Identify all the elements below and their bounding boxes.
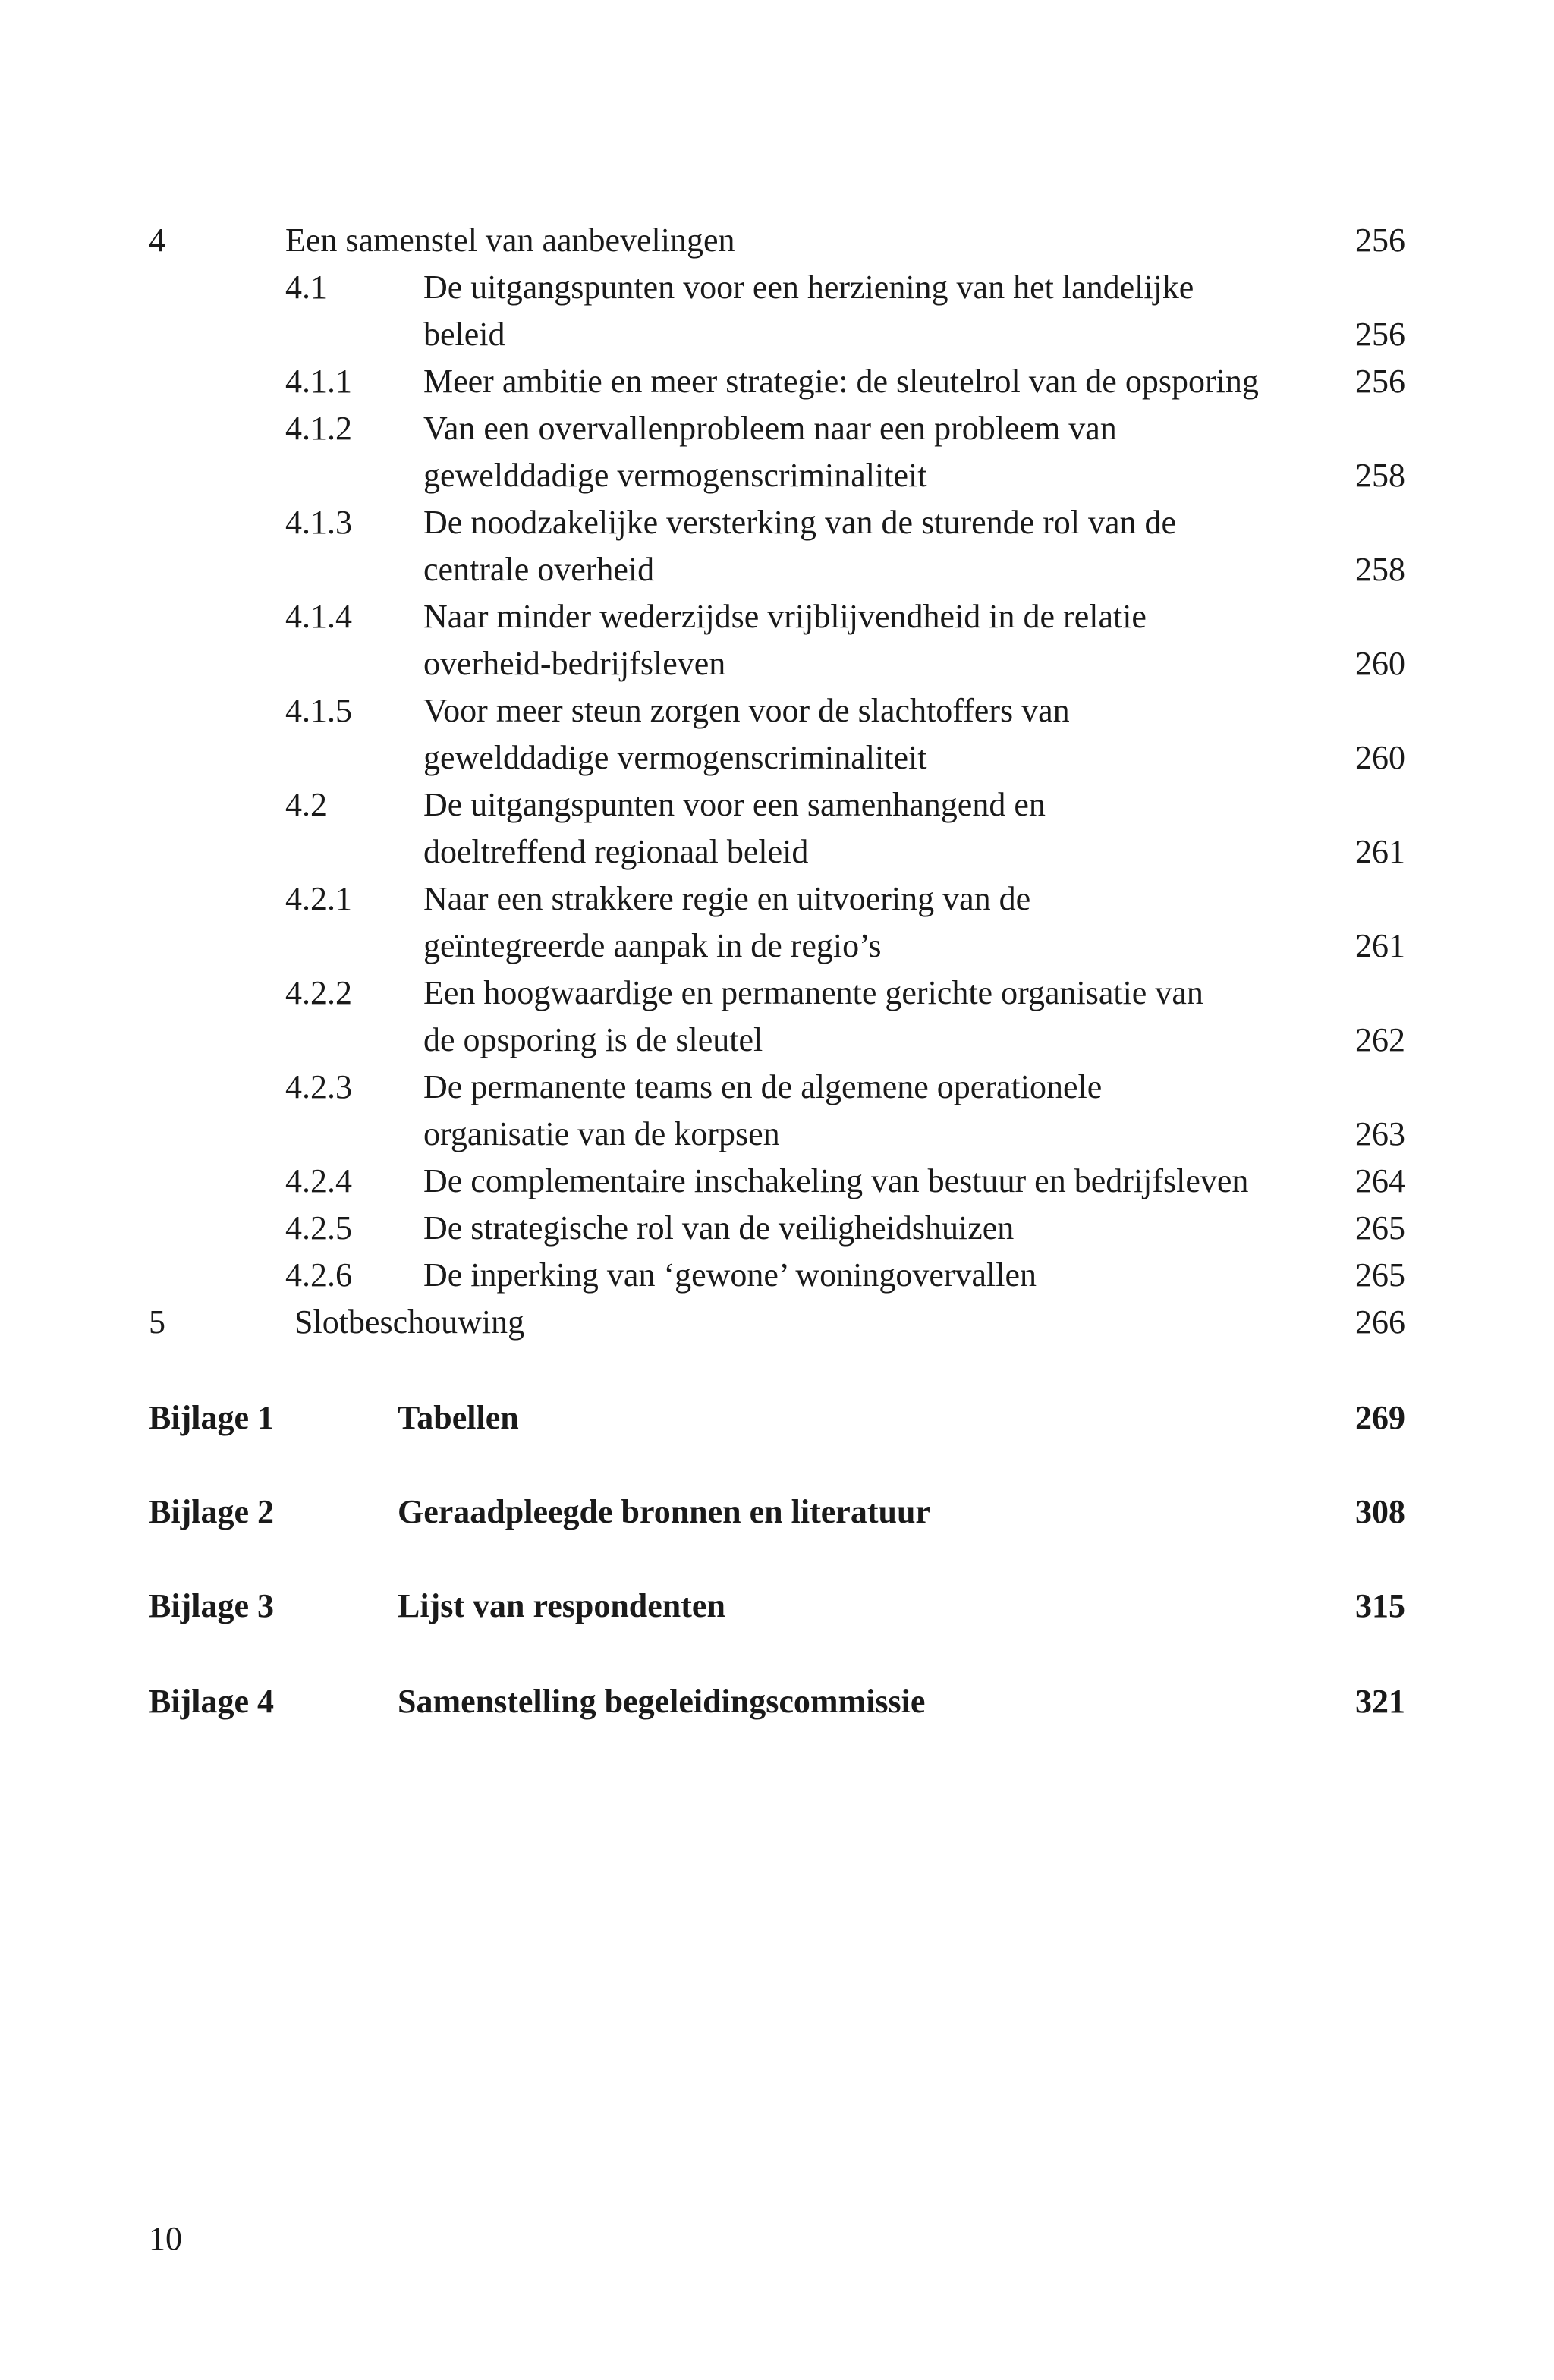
chapter-title: Een samenstel van aanbevelingen: [285, 222, 735, 259]
section-page: 261: [1355, 833, 1405, 870]
section-page: 263: [1355, 1115, 1405, 1152]
chapter-title: Slotbeschouwing: [294, 1303, 525, 1341]
section-number: 4.2.2: [285, 974, 352, 1011]
appendix-title: Samenstelling begeleidingscommissie: [398, 1683, 926, 1720]
section-number: 4.1.1: [285, 363, 352, 400]
page-number: 10: [149, 2220, 182, 2257]
section-title-line: overheid-bedrijfsleven: [423, 645, 726, 682]
section-page: 256: [1355, 363, 1405, 400]
section-title-line: Naar minder wederzijdse vrijblijvendheid in de relatie: [423, 598, 1147, 635]
section-title-line: De complementaire inschakeling van bestuur en bedrijfsleven: [423, 1162, 1249, 1199]
chapter-number: 5: [149, 1303, 165, 1341]
section-number: 4.2.6: [285, 1256, 352, 1294]
appendix-label: Bijlage 4: [149, 1683, 274, 1720]
section-title-line: organisatie van de korpsen: [423, 1115, 780, 1152]
appendix-page: 315: [1355, 1587, 1405, 1624]
section-number: 4.1: [285, 269, 327, 306]
appendix-page: 269: [1355, 1399, 1405, 1436]
appendix-label: Bijlage 3: [149, 1587, 274, 1624]
section-title-line: De strategische rol van de veiligheidshuizen: [423, 1209, 1015, 1247]
section-number: 4.2.3: [285, 1068, 352, 1105]
section-number: 4.2: [285, 786, 327, 823]
section-title-line: Naar een strakkere regie en uitvoering van de: [423, 880, 1031, 917]
section-title-line: De noodzakelijke versterking van de sturende rol van de: [423, 504, 1177, 541]
appendix-title: Tabellen: [398, 1399, 519, 1436]
appendix-page: 308: [1355, 1493, 1405, 1530]
section-page: 258: [1355, 551, 1405, 588]
section-page: 265: [1355, 1209, 1405, 1247]
section-number: 4.2.4: [285, 1162, 352, 1199]
section-title-line: geïntegreerde aanpak in de regio’s: [423, 927, 882, 964]
section-page: 258: [1355, 457, 1405, 494]
section-page: 264: [1355, 1162, 1405, 1199]
chapter-page: 266: [1355, 1303, 1405, 1341]
appendix-title: Geraadpleegde bronnen en literatuur: [398, 1493, 930, 1530]
section-number: 4.1.4: [285, 598, 352, 635]
appendix-label: Bijlage 2: [149, 1493, 274, 1530]
section-title-line: De uitgangspunten voor een herziening van het landelijke: [423, 269, 1194, 306]
section-title-line: Een hoogwaardige en permanente gerichte organisatie van: [423, 974, 1203, 1011]
appendix-page: 321: [1355, 1683, 1405, 1720]
section-page: 260: [1355, 645, 1405, 682]
section-title-line: De inperking van ‘gewone’ woningovervallen: [423, 1256, 1037, 1294]
section-title-line: gewelddadige vermogenscriminaliteit: [423, 457, 927, 494]
chapter-number: 4: [149, 222, 165, 259]
section-title-line: De uitgangspunten voor een samenhangend en: [423, 786, 1046, 823]
section-page: 261: [1355, 927, 1405, 964]
section-number: 4.2.1: [285, 880, 352, 917]
appendix-label: Bijlage 1: [149, 1399, 274, 1436]
section-title-line: Meer ambitie en meer strategie: de sleutelrol van de opsporing: [423, 363, 1259, 400]
chapter-page: 256: [1355, 222, 1405, 259]
appendix-title: Lijst van respondenten: [398, 1587, 725, 1624]
section-page: 262: [1355, 1021, 1405, 1058]
section-number: 4.2.5: [285, 1209, 352, 1247]
section-page: 265: [1355, 1256, 1405, 1294]
section-title-line: beleid: [423, 316, 505, 353]
section-number: 4.1.3: [285, 504, 352, 541]
section-title-line: Van een overvallenprobleem naar een probleem van: [423, 410, 1117, 447]
section-title-line: de opsporing is de sleutel: [423, 1021, 763, 1058]
section-title-line: De permanente teams en de algemene operationele: [423, 1068, 1103, 1105]
section-number: 4.1.2: [285, 410, 352, 447]
section-title-line: doeltreffend regionaal beleid: [423, 833, 809, 870]
section-title-line: gewelddadige vermogenscriminaliteit: [423, 739, 927, 776]
section-number: 4.1.5: [285, 692, 352, 729]
section-page: 256: [1355, 316, 1405, 353]
section-title-line: Voor meer steun zorgen voor de slachtoffers van: [423, 692, 1070, 729]
section-title-line: centrale overheid: [423, 551, 655, 588]
section-page: 260: [1355, 739, 1405, 776]
